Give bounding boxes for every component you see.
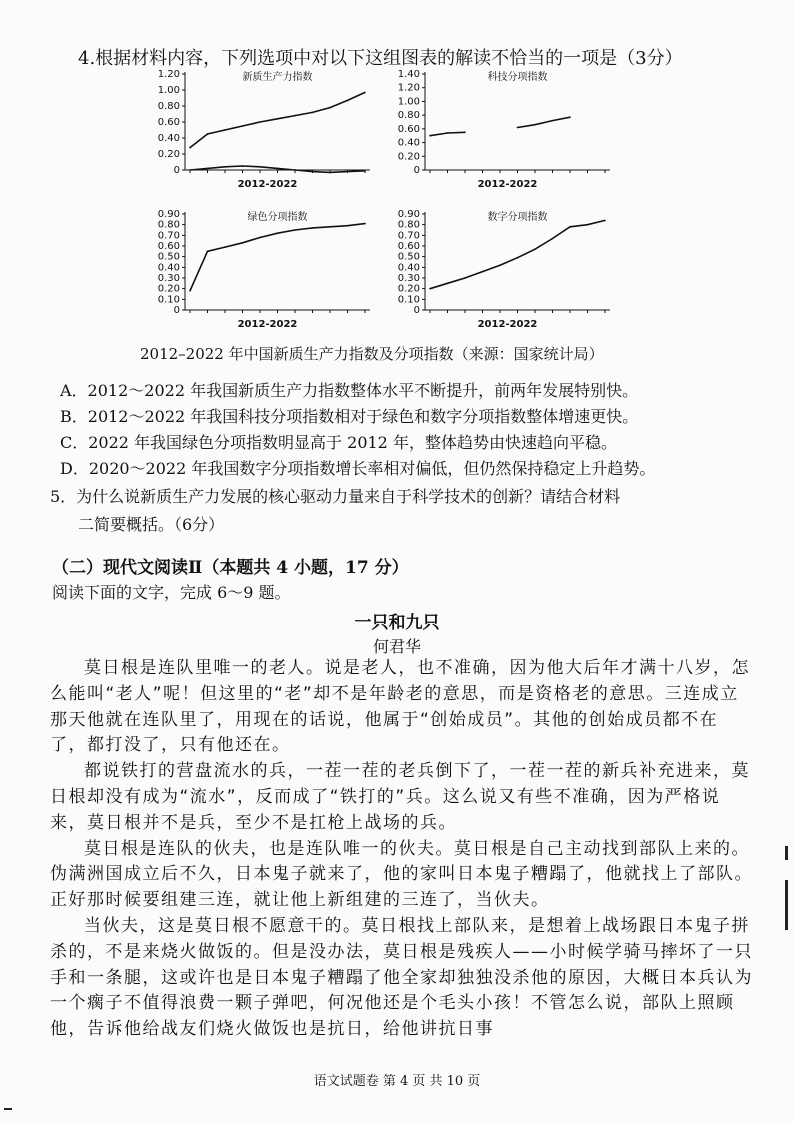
y-tick-label: 1.40 xyxy=(397,69,420,80)
section-instruction: 阅读下面的文字，完成 6～9 题。 xyxy=(52,583,291,602)
data-point xyxy=(277,118,279,120)
data-point xyxy=(294,169,296,171)
data-point xyxy=(242,242,244,244)
data-point xyxy=(464,131,466,133)
y-tick-label: 0.20 xyxy=(157,149,180,160)
chart-svg-3 xyxy=(390,208,620,338)
series-line xyxy=(518,117,571,127)
y-tick-label: 0 xyxy=(173,305,180,316)
data-point xyxy=(347,100,349,102)
option-c: C．2022 年我国绿色分项指数明显高于 2012 年，整体趋势由快速趋向平稳。 xyxy=(60,433,617,452)
y-tick-label: 0.20 xyxy=(397,283,420,295)
y-tick-label: 0.40 xyxy=(157,262,180,274)
data-point xyxy=(447,283,449,285)
data-point xyxy=(259,237,261,239)
data-point xyxy=(364,223,366,225)
option-a: A．2012～2022 年我国新质生产力指数整体水平不断提升，前两年发展特别快。 xyxy=(60,381,639,400)
chart-green-index xyxy=(150,208,380,338)
series-line xyxy=(430,220,605,288)
page-footer: 语文试题卷 第 4 页 共 10 页 xyxy=(313,1074,481,1089)
chart-title: 新质生产力指数 xyxy=(242,72,313,83)
data-point xyxy=(499,264,501,266)
question-4: 4.根据材料内容，下列选项中对以下这组图表的解读不恰当的一项是（3分） xyxy=(78,48,683,69)
data-point xyxy=(364,170,366,172)
data-point xyxy=(207,251,209,253)
scan-edge-mark xyxy=(4,1108,12,1110)
data-point xyxy=(312,227,314,229)
y-tick-label: 0.50 xyxy=(397,251,420,263)
data-point xyxy=(189,290,191,292)
y-tick-label: 0.80 xyxy=(157,101,180,112)
data-point xyxy=(517,257,519,259)
chart-digital-index xyxy=(390,208,620,338)
chart-new-productivity xyxy=(150,68,380,198)
y-tick-label: 0.40 xyxy=(157,133,180,144)
data-point xyxy=(329,172,331,174)
question-5-line2: 二简要概括。（6分） xyxy=(78,515,225,534)
data-point xyxy=(569,226,571,228)
y-tick-label: 0.80 xyxy=(397,110,420,122)
y-tick-label: 0.60 xyxy=(157,117,180,128)
chart-title: 科技分项指数 xyxy=(487,72,548,83)
x-axis-label: 2012-2022 xyxy=(477,179,538,190)
data-point xyxy=(429,288,431,290)
data-point xyxy=(224,246,226,248)
question-5 xyxy=(50,483,750,539)
data-point xyxy=(587,224,589,226)
y-tick-label: 1.20 xyxy=(397,82,420,94)
y-tick-label: 0.10 xyxy=(157,294,180,306)
data-point xyxy=(569,116,571,118)
y-tick-label: 1.00 xyxy=(157,85,180,96)
data-point xyxy=(552,120,554,122)
paragraph: 莫日根是连队里唯一的老人。说是老人，也不准确，因为他大后年才满十八岁，怎么能叫“老人”呢！但这里的“老”却不是年龄老的意思，而是资格老的意思。三连成立那天他就在连队里了，用现在的话说，他属于“创始成员”。其他的创始成员都不在了，都打没了，只有他还在。 xyxy=(50,658,750,756)
y-tick-label: 0.60 xyxy=(397,123,420,135)
data-point xyxy=(277,232,279,234)
y-tick-label: 0.90 xyxy=(157,209,180,220)
chart-svg-1 xyxy=(390,68,620,198)
data-point xyxy=(429,135,431,137)
scan-edge-mark xyxy=(785,846,788,860)
data-point xyxy=(347,225,349,227)
paragraph: 都说铁打的营盘流水的兵，一茬一茬的老兵倒下了，一茬一茬的新兵补充进来，莫日根却没有成为“流水”，反而成了“铁打的”兵。这么说又有些不准确，因为严格说来，莫日根并不是兵，至少不是扛枪上战场的兵。 xyxy=(50,761,750,833)
data-point xyxy=(347,171,349,173)
chart-svg-0 xyxy=(150,68,380,198)
data-point xyxy=(552,238,554,240)
data-point xyxy=(312,171,314,173)
y-tick-label: 0.60 xyxy=(397,241,420,252)
data-point xyxy=(534,248,536,250)
y-tick-label: 0.30 xyxy=(157,273,180,284)
y-tick-label: 0.40 xyxy=(397,137,420,149)
x-axis-label: 2012-2022 xyxy=(237,179,298,190)
scan-edge-mark xyxy=(785,880,788,930)
data-point xyxy=(189,169,191,171)
x-axis-label: 2012-2022 xyxy=(237,319,298,330)
y-tick-label: 0 xyxy=(173,165,180,176)
data-point xyxy=(447,132,449,134)
y-tick-label: 0.40 xyxy=(397,262,420,274)
series-line xyxy=(190,92,365,147)
data-point xyxy=(604,220,606,222)
y-tick-label: 0.80 xyxy=(397,219,420,231)
data-point xyxy=(329,226,331,228)
data-point xyxy=(242,165,244,167)
data-point xyxy=(294,115,296,117)
paragraph: 莫日根是连队的伙夫，也是连队唯一的伙夫。莫日根是自己主动找到部队上来的。伪满洲国成立后不久，日本鬼子就来了，他的家叫日本鬼子糟蹋了，他就找上了部队。正好那时候要组建三连，就让他上新组建的三连了，当伙夫。 xyxy=(50,838,753,911)
y-tick-label: 1.00 xyxy=(397,96,420,108)
paragraph: 当伙夫，这是莫日根不愿意干的。莫日根找上部队来，是想着上战场跟日本鬼子拼杀的，不是来烧火做饭的。但是没办法，莫日根是残疾人——小时候学骑马摔坏了一只手和一条腿，这或许也是日本鬼子糟蹋了他全家却独独没杀他的原因，大概日本兵认为一个瘸子不值得浪费一颗子弹吧，何况他还是个毛头小孩！不管怎么说，部队上照顾他，告诉他给战友们烧火做饭也是抗日，给他讲抗日事 xyxy=(50,915,753,1040)
y-tick-label: 0.70 xyxy=(397,230,420,242)
story-body xyxy=(50,656,755,1043)
option-d: D．2020～2022 年我国数字分项指数增长率相对偏低，但仍然保持稳定上升趋势。 xyxy=(60,459,656,478)
data-point xyxy=(312,112,314,114)
data-point xyxy=(482,271,484,273)
y-tick-label: 0.70 xyxy=(157,230,180,242)
chart-title: 绿色分项指数 xyxy=(247,212,308,223)
data-point xyxy=(517,127,519,129)
y-tick-label: 0.80 xyxy=(157,219,180,231)
story-author: 何君华 xyxy=(372,637,421,656)
data-point xyxy=(329,107,331,109)
data-point xyxy=(259,121,261,123)
y-tick-label: 0.30 xyxy=(397,273,420,284)
data-point xyxy=(534,124,536,126)
y-tick-label: 1.20 xyxy=(157,69,180,80)
data-point xyxy=(224,166,226,168)
section-title: （二）现代文阅读Ⅱ（本题共 4 小题，17 分） xyxy=(52,558,409,578)
y-tick-label: 0.50 xyxy=(157,251,180,263)
y-tick-label: 0.20 xyxy=(397,151,420,163)
data-point xyxy=(207,168,209,170)
question-5-line1: 5．为什么说新质生产力发展的核心驱动力量来自于科学技术的创新？请结合材料 xyxy=(50,487,621,506)
y-tick-label: 0 xyxy=(413,165,420,176)
data-point xyxy=(294,229,296,231)
figure-caption: 2012–2022 年中国新质生产力指数及分项指数（来源：国家统计局） xyxy=(140,345,604,363)
chart-title: 数字分项指数 xyxy=(487,212,548,223)
y-tick-label: 0 xyxy=(413,305,420,316)
data-point xyxy=(364,92,366,94)
story-title: 一只和九只 xyxy=(354,613,440,633)
y-tick-label: 0.60 xyxy=(157,241,180,252)
data-point xyxy=(277,168,279,170)
data-point xyxy=(242,125,244,127)
data-point xyxy=(464,277,466,279)
x-axis-label: 2012-2022 xyxy=(477,319,538,330)
y-tick-label: 0.20 xyxy=(157,283,180,295)
y-tick-label: 0.90 xyxy=(397,209,420,220)
data-point xyxy=(189,147,191,149)
data-point xyxy=(224,129,226,131)
chart-svg-2 xyxy=(150,208,380,338)
chart-tech-index xyxy=(390,68,620,198)
data-point xyxy=(207,133,209,135)
y-tick-label: 0.10 xyxy=(397,294,420,306)
data-point xyxy=(259,166,261,168)
option-b: B．2012～2022 年我国科技分项指数相对于绿色和数字分项指数整体增速更快。 xyxy=(60,407,639,426)
